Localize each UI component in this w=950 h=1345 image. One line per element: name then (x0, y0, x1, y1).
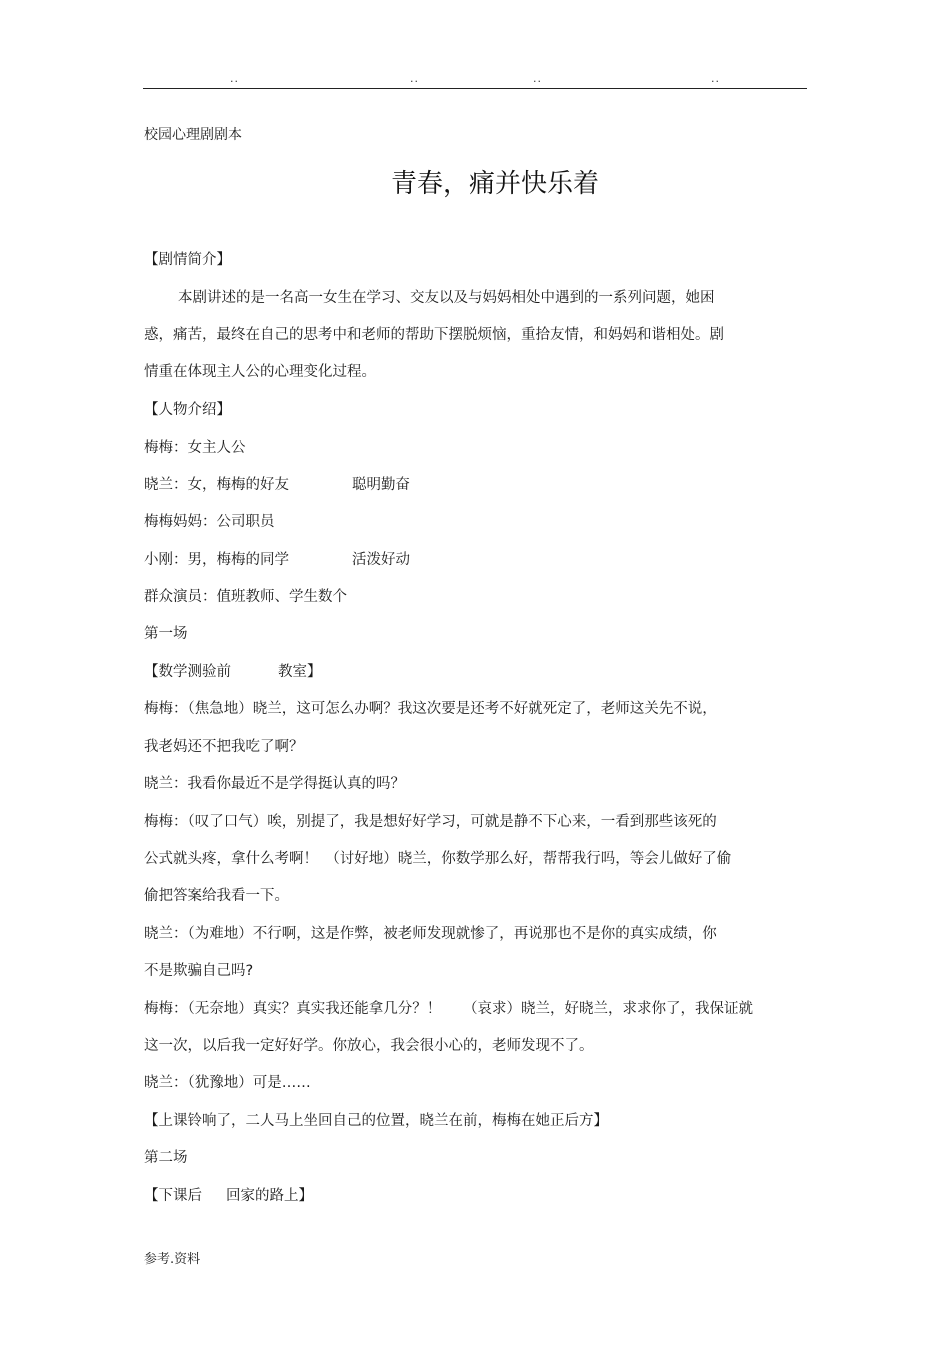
script-line: 晓兰：（为难地）不行啊，这是作弊，被老师发现就惨了，再说那也不是你的真实成绩，你 (144, 926, 717, 942)
header-rule (143, 88, 807, 89)
doc-label: 校园心理剧剧本 (144, 127, 242, 143)
script-line: 公式就头疼，拿什么考啊！ （讨好地）晓兰，你数学那么好，帮帮我行吗，等会儿做好了偷 (144, 851, 732, 867)
header-mark-1: .. (230, 72, 239, 85)
stage-direction: 【上课铃响了，二人马上坐回自己的位置，晓兰在前，梅梅在她正后方】 (144, 1113, 608, 1129)
synopsis-line-3: 情重在体现主人公的心理变化过程。 (144, 364, 376, 380)
character-xiaogang-desc: 小刚：男，梅梅的同学 (144, 552, 289, 568)
scene2-setting-time: 【下课后 (144, 1188, 202, 1204)
header-mark-4: .. (711, 72, 720, 85)
script-line: 这一次，以后我一定好好学。你放心，我会很小心的，老师发现不了。 (144, 1038, 594, 1054)
header-mark-3: .. (533, 72, 542, 85)
scene1-setting (144, 662, 322, 682)
script-line: 偷把答案给我看一下。 (144, 888, 289, 904)
character-extras: 群众演员：值班教师、学生数个 (144, 589, 347, 605)
character-mother: 梅梅妈妈：公司职员 (144, 514, 275, 530)
header-mark-2: .. (410, 72, 419, 85)
characters-heading: 【人物介绍】 (144, 402, 231, 418)
scene1-setting-place: 教室】 (278, 664, 322, 680)
script-line: 梅梅：（无奈地）真实？真实我还能拿几分？！ （哀求）晓兰，好晓兰，求求你了，我保证就 (144, 1001, 753, 1017)
script-line: 不是欺骗自己吗? (144, 963, 254, 979)
scene2-setting (144, 1186, 313, 1206)
character-xiaolan (144, 475, 410, 495)
character-xiaolan-desc: 晓兰：女，梅梅的好友 (144, 477, 289, 493)
scene1-setting-time: 【数学测验前 (144, 664, 231, 680)
script-line: 梅梅：（焦急地）晓兰，这可怎么办啊？我这次要是还考不好就死定了，老师这关先不说， (144, 701, 717, 717)
character-meimei: 梅梅：女主人公 (144, 440, 246, 456)
character-xiaogang (144, 550, 410, 570)
script-line: 我老妈还不把我吃了啊？ (144, 739, 304, 755)
page-title: 青春，痛并快乐着 (390, 169, 599, 199)
script-line: 晓兰：（犹豫地）可是…… (144, 1075, 311, 1091)
script-line: 梅梅：（叹了口气）唉，别提了，我是想好好学习，可就是静不下心来，一看到那些该死的 (144, 814, 717, 830)
character-xiaogang-trait: 活泼好动 (352, 552, 410, 568)
synopsis-line-1: 本剧讲述的是一名高一女生在学习、交友以及与妈妈相处中遇到的一系列问题，她困 (178, 290, 715, 306)
page-footer: 参考.资料 (144, 1252, 201, 1267)
scene2-setting-place: 回家的路上】 (226, 1188, 313, 1204)
script-line: 晓兰：我看你最近不是学得挺认真的吗？ (144, 776, 405, 792)
scene2-heading: 第二场 (144, 1150, 188, 1166)
scene1-heading: 第一场 (144, 626, 188, 642)
synopsis-line-2: 惑，痛苦，最终在自己的思考中和老师的帮助下摆脱烦恼，重拾友情，和妈妈和谐相处。剧 (144, 327, 724, 343)
synopsis-heading: 【剧情简介】 (144, 252, 231, 268)
character-xiaolan-trait: 聪明勤奋 (352, 477, 410, 493)
